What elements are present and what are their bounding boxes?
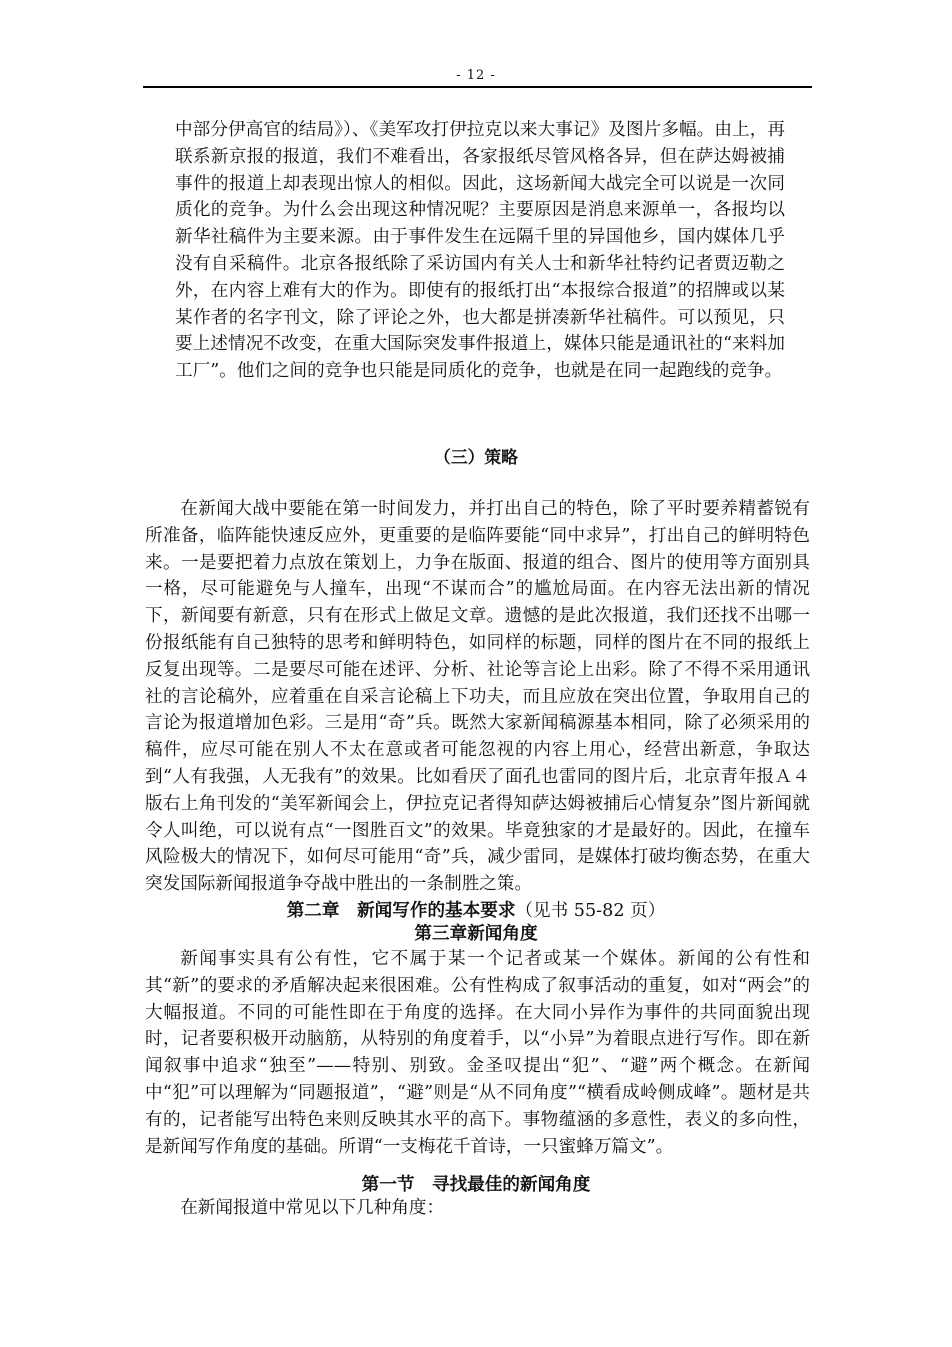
intro-paragraph: 中部分伊高官的结局》）、《美军攻打伊拉克以来大事记》及图片多幅。由上，再联系新京报的报道，我们不难看出，各家报纸尽管风格各异，但在萨达姆被捕事件的报道上却表现出惊人的相似。因此，这场新闻大战完全可以说是一次同质化的竞争。为什么会出现这种情况呢？主要原因是消息来源单一，各报均以新华社稿件为主要来源。由于事件发生在远隔千里的异国他乡，国内媒体几乎没有自采稿件。北京各报纸除了采访国内有关人士和新华社特约记者贾迈勒之外，在内容上难有大的作为。即使有的报纸打出“本报综合报道”的招牌或以某某作者的名字刊文，除了评论之外，也大都是拼凑新华社稿件。可以预见，只要上述情况不改变，在重大国际突发事件报道上，媒体只能是通讯社的“来料加工厂”。他们之间的竞争也只能是同质化的竞争，也就是在同一起跑线的竞争。 — [175, 120, 785, 382]
chapter3-paragraph-block — [145, 946, 810, 1160]
header-rule — [143, 86, 812, 88]
chapter3-heading: 第三章新闻角度 — [414, 923, 538, 944]
section1-intro: 在新闻报道中常见以下几种角度： — [180, 1198, 445, 1218]
intro-paragraph-block — [175, 117, 785, 385]
section1-intro-block — [145, 1195, 810, 1222]
page-number: - 12 - — [456, 68, 496, 83]
chapter3-paragraph: 新闻事实具有公有性，它不属于某一个记者或某一个媒体。新闻的公有性和其“新”的要求的矛盾解决起来很困难。公有性构成了叙事活动的重复，如对“两会”的大幅报道。不同的可能性即在于角度的选择。在大同小异作为事件的共同面貌出现时，记者要积极开动脑筋，从特别的角度着手，以“小异”为着眼点进行写作。即在新闻叙事中追求“独至”——特别、别致。金圣叹提出“犯”、“避”两个概念。在新闻中“犯”可以理解为“同题报道”，“避”则是“从不同角度”“横看成岭侧成峰”。题材是共有的，记者能写出特色来则反映其水平的高下。事物蕴涵的多意性，表义的多向性，是新闻写作角度的基础。所谓“一支梅花千首诗，一只蜜蜂万篇文”。 — [145, 949, 810, 1157]
strategy-paragraph: 在新闻大战中要能在第一时间发力，并打出自己的特色，除了平时要养精蓄锐有所准备，临阵能快速反应外，更重要的是临阵要能“同中求异”，打出自己的鲜明特色来。一是要把着力点放在策划上，力争在版面、报道的组合、图片的使用等方面别具一格，尽可能避免与人撞车，出现“不谋而合”的尴尬局面。在内容无法出新的情况下，新闻要有新意，只有在形式上做足文章。遗憾的是此次报道，我们还找不出哪一份报纸能有自己独特的思考和鲜明特色，如同样的标题，同样的图片在不同的报纸上反复出现等。二是要尽可能在述评、分析、社论等言论上出彩。除了不得不采用通讯社的言论稿外，应着重在自采言论稿上下功夫，而且应放在突出位置，争取用自己的言论为报道增加色彩。三是用“奇”兵。既然大家新闻稿源基本相同，除了必须采用的稿件，应尽可能在别人不太在意或者可能忽视的内容上用心，经营出新意，争取达到“人有我强，人无我有”的效果。比如看厌了面孔也雷同的图片后，北京青年报Ａ４版右上角刊发的“美军新闻会上，伊拉克记者得知萨达姆被捕后心情复杂”图片新闻就令人叫绝，可以说有点“一图胜百文”的效果。毕竟独家的才是最好的。因此，在撞车风险极大的情况下，如何尽可能用“奇”兵，减少雷同，是媒体打破均衡态势，在重大突发国际新闻报道争夺战中胜出的一条制胜之策。 — [145, 499, 810, 895]
strategy-paragraph-block — [145, 496, 810, 898]
strategy-heading: （三）策略 — [434, 447, 518, 467]
section1-heading: 第一节 寻找最佳的新闻角度 — [361, 1174, 591, 1195]
chapter2-page-reference: （见书 55-82 页） — [515, 901, 666, 921]
chapter2-title: 第二章 新闻写作的基本要求 — [286, 900, 516, 921]
